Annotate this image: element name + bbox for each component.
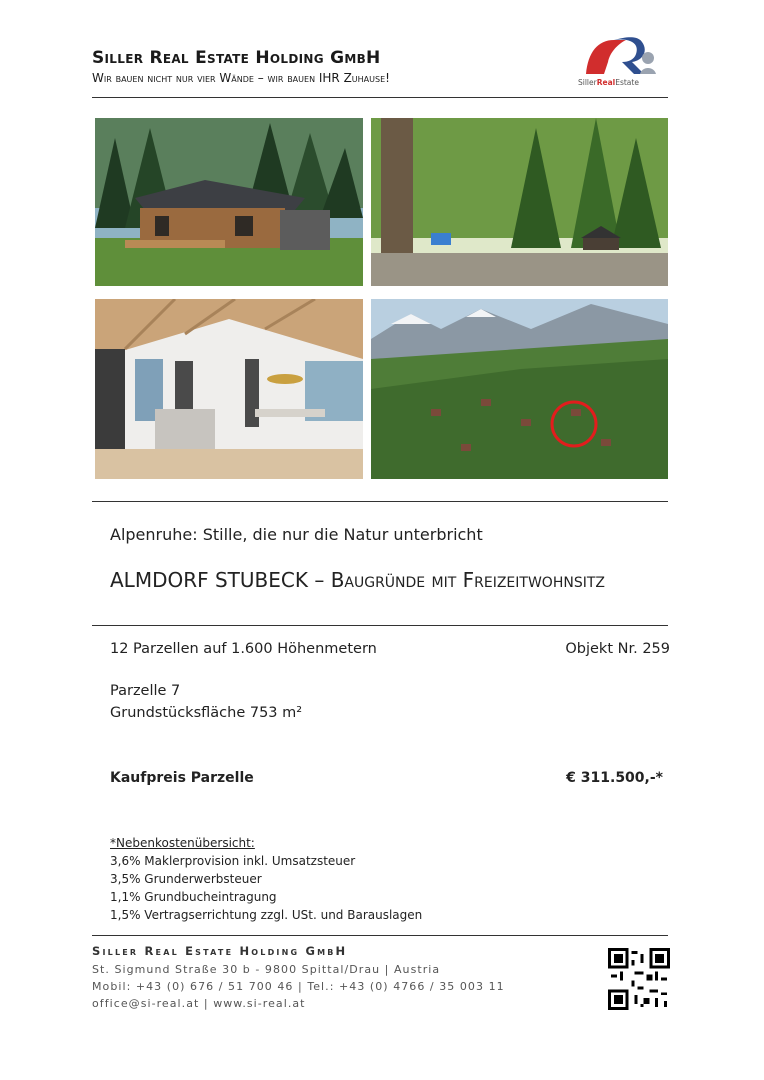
footer-divider	[92, 935, 668, 936]
cost-item: 3,5% Grunderwerbsteuer	[110, 872, 262, 886]
parcels-info: 12 Parzellen auf 1.600 Höhenmetern	[110, 641, 377, 657]
cost-overview	[110, 834, 422, 924]
headline-smallcaps: Baugründe mit Freizeitwohnsitz	[330, 568, 605, 592]
listing-headline	[110, 568, 605, 592]
cost-heading: *Nebenkostenübersicht:	[110, 836, 255, 850]
company-slogan: Wir bauen nicht nur vier Wände – wir bauen IHR Zuhause!	[92, 71, 390, 85]
interior-image-icon	[95, 299, 363, 479]
price-label: Kaufpreis Parzelle	[110, 770, 254, 786]
object-number: Objekt Nr. 259	[565, 641, 670, 657]
cost-item: 1,1% Grundbucheintragung	[110, 890, 277, 904]
photos-divider	[92, 501, 668, 502]
forest-image-icon	[371, 118, 668, 286]
photo-aerial-village	[371, 299, 668, 479]
cost-item: 1,5% Vertragserrichtung zzgl. USt. und Barauslagen	[110, 908, 423, 922]
headline-main: ALMDORF STUBECK –	[110, 568, 331, 592]
chalet-image-icon	[95, 118, 363, 286]
photo-interior	[95, 299, 363, 479]
footer-company: Siller Real Estate Holding GmbH	[92, 944, 348, 958]
price-value: € 311.500,-*	[566, 770, 663, 786]
footer-web[interactable]: office@si-real.at | www.si-real.at	[92, 997, 306, 1010]
company-title: Siller Real Estate Holding GmbH	[92, 48, 381, 68]
footer-address: St. Sigmund Straße 30 b - 9800 Spittal/Drau | Austria	[92, 963, 441, 976]
siller-logo-mark-icon	[574, 34, 670, 78]
parcel-number: Parzelle 7	[110, 683, 181, 699]
qr-code-icon[interactable]	[608, 948, 670, 1010]
plot-area: Grundstücksfläche 753 m²	[110, 705, 303, 721]
footer-phones: Mobil: +43 (0) 676 / 51 700 46 | Tel.: +43 (0) 4766 / 35 003 11	[92, 980, 505, 993]
photo-chalet-exterior	[95, 118, 363, 286]
aerial-image-icon	[371, 299, 668, 479]
header-divider	[92, 97, 668, 98]
company-logo	[574, 34, 670, 94]
photo-forest-plot	[371, 118, 668, 286]
cost-item: 3,6% Maklerprovision inkl. Umsatzsteuer	[110, 854, 356, 868]
logo-wordmark: SillerRealEstate	[578, 78, 639, 87]
listing-subtitle: Alpenruhe: Stille, die nur die Natur unterbricht	[110, 525, 483, 544]
headline-divider	[92, 625, 668, 626]
